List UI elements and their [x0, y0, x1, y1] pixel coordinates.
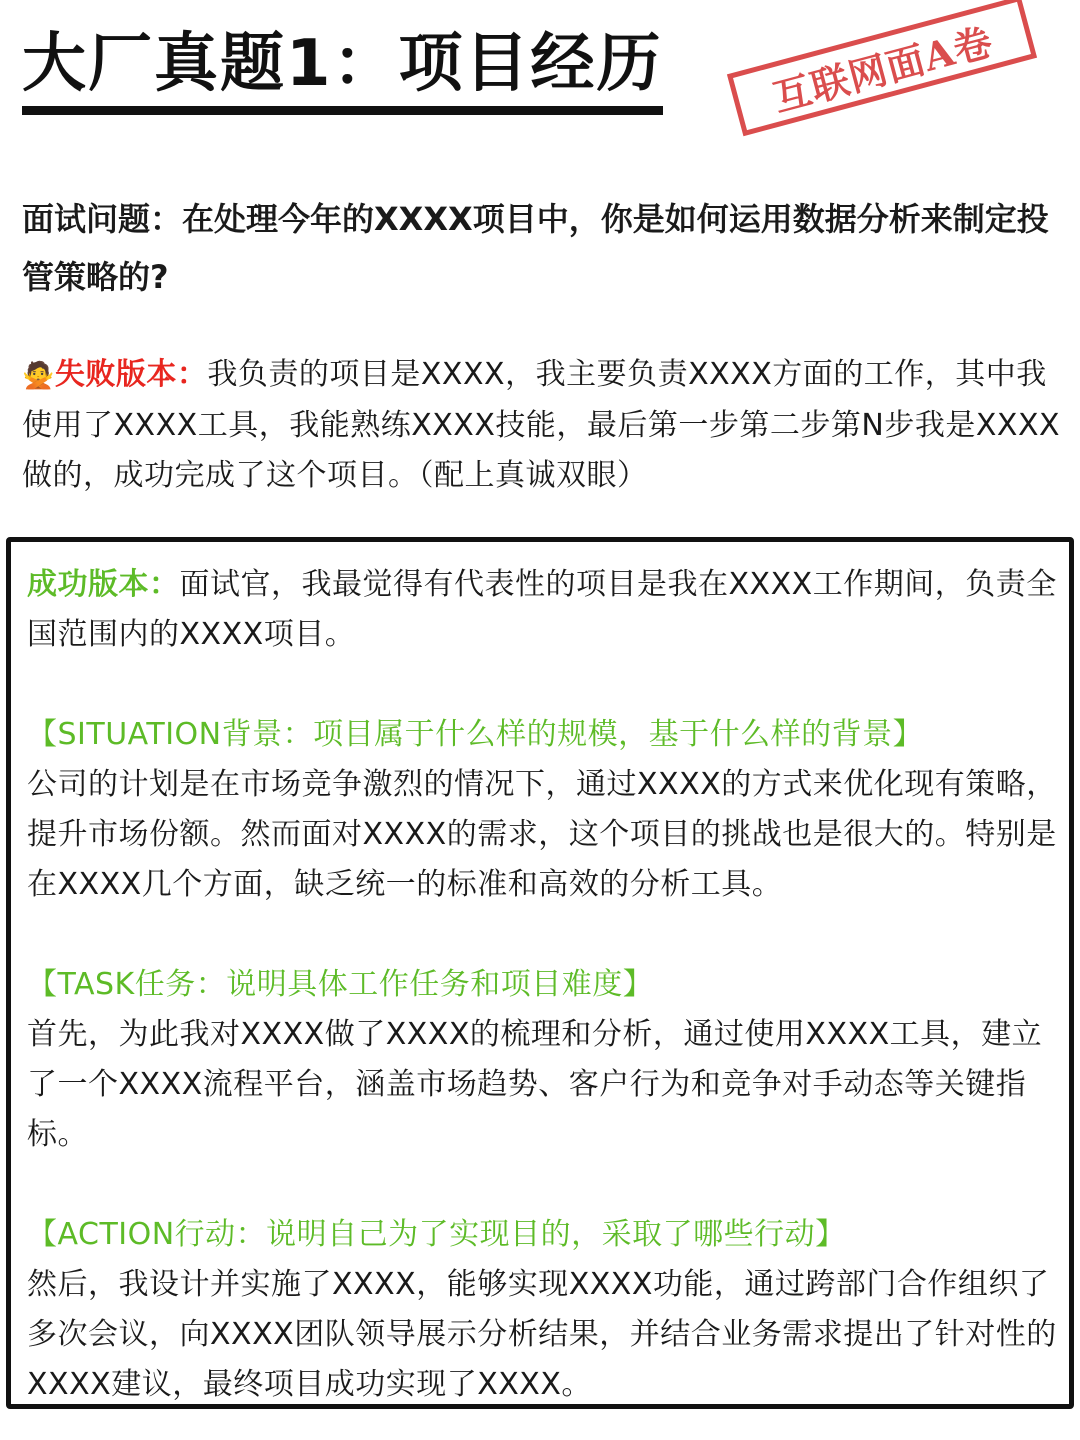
situation-heading: 【SITUATION背景：项目属于什么样的规模，基于什么样的背景】 [27, 717, 924, 752]
red-stamp: 互联网面A卷 [727, 0, 1037, 136]
success-intro-paragraph [27, 560, 1063, 660]
action-heading: 【ACTION行动：说明自己为了实现目的，采取了哪些行动】 [27, 1217, 846, 1252]
page-title: 大厂真题1：项目经历 [22, 22, 663, 115]
task-heading: 【TASK任务：说明具体工作任务和项目难度】 [27, 967, 654, 1002]
fail-version-paragraph [22, 350, 1062, 501]
success-version-label: 成功版本： [27, 567, 180, 602]
action-body: 然后，我设计并实施了XXXX，能够实现XXXX功能，通过跨部门合作组织了多次会议，向XXXX团队领导展示分析结果，并结合业务需求提出了针对性的XXXX建议，最终项目成功实现了XXXX。 [27, 1267, 1057, 1402]
success-intro-text: 面试官，我最觉得有代表性的项目是我在XXXX工作期间，负责全国范围内的XXXX项目。 [27, 567, 1057, 652]
fail-version-text: 我负责的项目是XXXX，我主要负责XXXX方面的工作，其中我使用了XXXX工具，我能熟练XXXX技能，最后第一步第二步第N步我是XXXX做的，成功完成了这个项目。（配上真诚双眼） [22, 357, 1061, 493]
success-version-box [6, 537, 1074, 1409]
fail-version-label: 失败版本： [54, 357, 208, 392]
interview-question: 面试问题：在处理今年的XXXX项目中，你是如何运用数据分析来制定投管策略的? [22, 200, 1049, 296]
no-gesture-icon: 🙅 [22, 361, 55, 391]
situation-body: 公司的计划是在市场竞争激烈的情况下，通过XXXX的方式来优化现有策略，提升市场份额。然而面对XXXX的需求，这个项目的挑战也是很大的。特别是在XXXX几个方面，缺乏统一的标准和高效的分析工具。 [27, 767, 1057, 902]
task-body: 首先，为此我对XXXX做了XXXX的梳理和分析，通过使用XXXX工具，建立了一个XXXX流程平台，涵盖市场趋势、客户行为和竞争对手动态等关键指标。 [27, 1017, 1043, 1152]
